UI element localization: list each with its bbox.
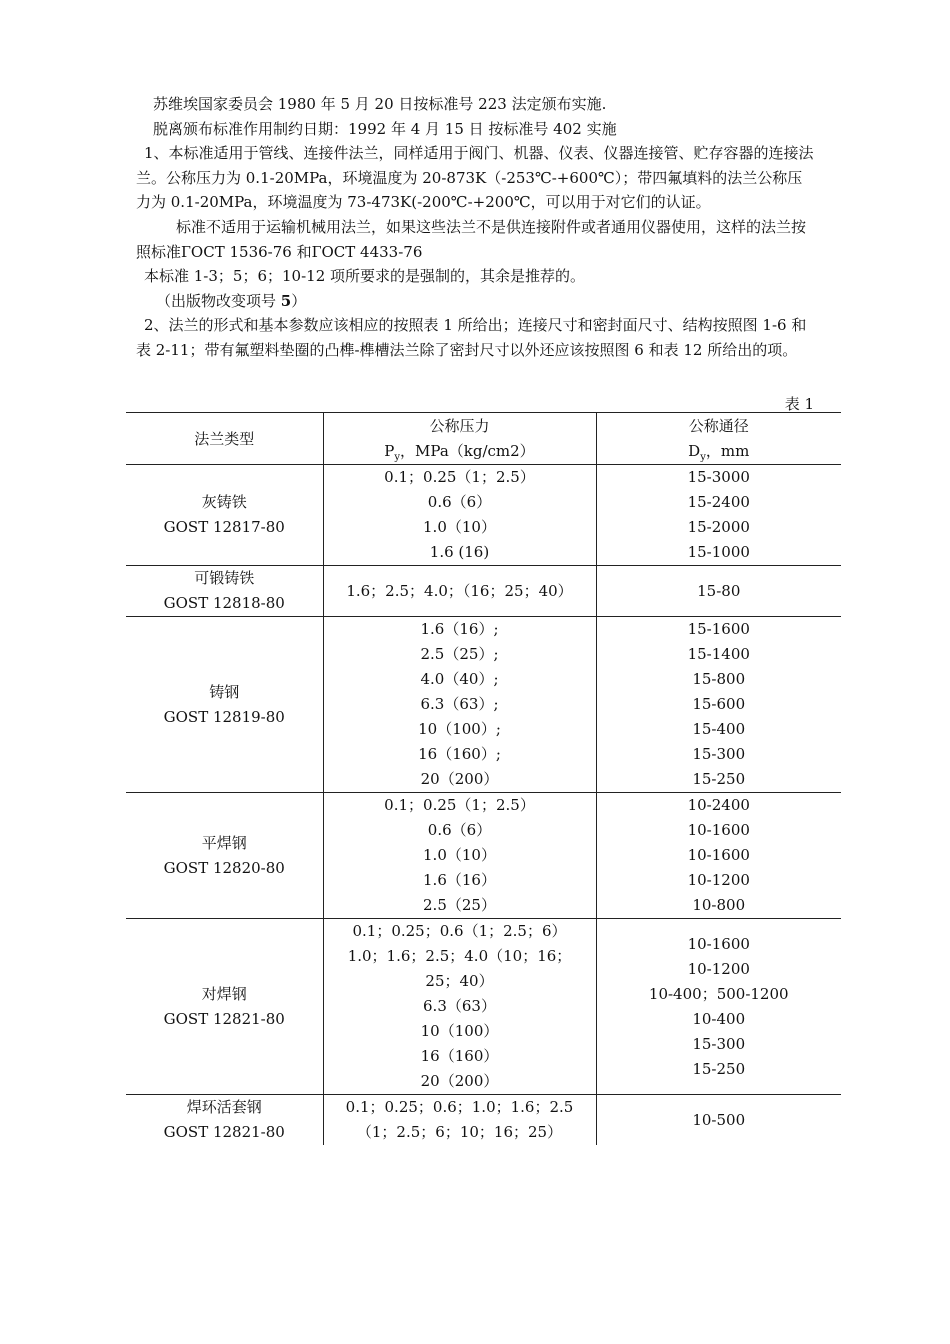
- pressure-value: 1.6；2.5；4.0；（16；25；40）: [346, 581, 573, 600]
- pressure-cell: [323, 465, 596, 566]
- intro-paragraph-6: [136, 289, 816, 314]
- diameter-value: 10-1200: [687, 871, 750, 889]
- flange-type-name: 灰铸铁: [201, 493, 247, 511]
- diameter-value: 15-250: [692, 770, 746, 788]
- header-diameter-unit: $D_y$，mm: [688, 441, 750, 463]
- header-flange-type: 法兰类型: [126, 413, 323, 465]
- flange-type-cell: [126, 465, 323, 566]
- diameter-value: 15-400: [692, 720, 746, 738]
- diameter-value: 15-250: [692, 1059, 746, 1078]
- diameter-value: 15-300: [692, 745, 746, 763]
- diameter-value: 15-600: [692, 695, 746, 713]
- pressure-cell: [323, 919, 596, 1095]
- diameter-value: 10-2400: [687, 796, 750, 814]
- flange-type-name: 可锻铸铁: [194, 569, 255, 587]
- diameter-cell: [596, 465, 841, 566]
- table-header-row: [126, 413, 841, 465]
- header-nominal-pressure: [323, 413, 596, 465]
- pressure-value: 1.0（10）: [423, 518, 496, 536]
- flange-type-cell: [126, 1095, 323, 1146]
- table-row: [126, 465, 841, 566]
- intro-paragraph-2: 脱离颁布标准作用制约日期：1992 年 4 月 15 日 按标准号 402 实施: [153, 119, 617, 138]
- pressure-value: 0.6（6）: [427, 821, 492, 839]
- diameter-value: 10-1600: [687, 846, 750, 864]
- intro-paragraph-4: 标准不适用于运输机械用法兰，如果这些法兰不是供连接附件或者通用仪器使用，这样的法兰按照标准ГОСТ 1536-76 和ГОСТ 4433-76: [136, 217, 807, 261]
- intro-text: [136, 92, 816, 363]
- gost-standard: GOST 12818-80: [163, 594, 285, 612]
- flange-type-cell: [126, 566, 323, 617]
- pressure-value: 6.3（63）;: [420, 695, 499, 713]
- pressure-value: 0.1；0.25；0.6；1.0；1.6；2.5: [345, 1098, 574, 1116]
- diameter-value: 10-800: [692, 896, 746, 914]
- diameter-value: 15-1400: [687, 645, 750, 663]
- diameter-cell: [596, 793, 841, 919]
- header-diameter-title: 公称通径: [688, 416, 749, 435]
- intro-paragraph-1: 苏维埃国家委员会 1980 年 5 月 20 日按标准号 223 法定颁布实施.: [153, 95, 607, 113]
- diameter-value: 10-500: [692, 1110, 746, 1129]
- diameter-value: 15-1000: [687, 543, 750, 561]
- intro-paragraph-5: 本标准 1-3；5；6；10-12 项所要求的是强制的，其余是推荐的。: [144, 267, 586, 286]
- flange-type-name: 对焊钢: [201, 984, 247, 1003]
- flange-table: [126, 412, 841, 1145]
- flange-type-cell: [126, 919, 323, 1095]
- pressure-cell: [323, 617, 596, 793]
- pressure-value: 1.0（10）: [423, 846, 496, 864]
- pressure-cell: [323, 1095, 596, 1146]
- pressure-value: 2.5（25）;: [420, 645, 499, 663]
- header-pressure-title: 公称压力: [429, 416, 490, 435]
- table-row: [126, 617, 841, 793]
- table-row: [126, 919, 841, 1095]
- diameter-value: 10-1200: [687, 959, 750, 978]
- diameter-value: 15-300: [692, 1034, 746, 1053]
- pressure-value: 20（200）: [420, 1072, 499, 1090]
- pressure-value: 1.0；1.6；2.5；4.0（10；16；25；40）: [347, 947, 572, 990]
- diameter-value: 15-1600: [687, 620, 750, 638]
- pressure-value: 1.6（16）: [423, 871, 496, 889]
- flange-type-name: 铸钢: [209, 682, 240, 701]
- diameter-cell: [596, 919, 841, 1095]
- pressure-value: 1.6（16）;: [420, 620, 499, 638]
- intro-paragraph-3: 1、本标准适用于管线、连接件法兰，同样适用于阀门、机器、仪表、仪器连接管、贮存容器的连接法兰。公称压力为 0.1-20MPa，环境温度为 20-873K（-253℃-+600℃）；带四氟填料的法兰公称压力为 0.1-20MPa，环境温度为 73-473K(-200℃-+200℃，可以用于对它们的认证。: [136, 144, 814, 212]
- table-row: [126, 1095, 841, 1146]
- gost-standard: GOST 12820-80: [163, 858, 285, 877]
- pressure-value: 20（200）: [420, 770, 499, 788]
- flange-type-cell: [126, 617, 323, 793]
- table-body: [126, 465, 841, 1146]
- diameter-value: 10-1600: [687, 934, 750, 953]
- table-row: [126, 566, 841, 617]
- pressure-value: 0.1；0.25（1；2.5）: [384, 468, 535, 486]
- diameter-value: 15-800: [692, 670, 746, 688]
- pressure-cell: [323, 566, 596, 617]
- header-pressure-unit: $P_y$，MPa（kg/cm2）: [384, 441, 535, 463]
- pressure-value: 16（160）;: [418, 745, 501, 763]
- amendment-prefix: （出版物改变项号: [156, 291, 281, 310]
- pressure-value: 0.6（6）: [427, 493, 492, 511]
- intro-paragraph-7: 2、法兰的形式和基本参数应该相应的按照表 1 所给出；连接尺寸和密封面尺寸、结构按照图 1-6 和表 2-11；带有氟塑料垫圈的凸榫-榫槽法兰除了密封尺寸以外还应该按照图 6 和表 12 所给出的项。: [136, 316, 807, 359]
- diameter-value: 15-3000: [687, 468, 750, 486]
- pressure-value: 6.3（63）: [423, 997, 496, 1015]
- pressure-value: 0.1；0.25；0.6（1；2.5；6）: [352, 922, 567, 940]
- pressure-value: 10（100）: [420, 1022, 499, 1040]
- pressure-value: 0.1；0.25（1；2.5）: [384, 796, 535, 814]
- flange-type-name: 焊环活套钢: [186, 1098, 262, 1116]
- diameter-value: 15-2400: [687, 493, 750, 511]
- gost-standard: GOST 12821-80: [163, 1009, 285, 1028]
- diameter-value: 10-400；500-1200: [648, 984, 789, 1003]
- pressure-value: 1.6 (16): [429, 543, 490, 561]
- gost-standard: GOST 12821-80: [163, 1123, 285, 1141]
- pressure-value: 16（160）: [420, 1047, 499, 1065]
- diameter-value: 10-1600: [687, 821, 750, 839]
- pressure-value: （1；2.5；6；10；16；25）: [356, 1123, 563, 1141]
- diameter-value: 10-400: [692, 1009, 746, 1028]
- header-nominal-diameter: [596, 413, 841, 465]
- diameter-cell: [596, 617, 841, 793]
- table-caption: 表 1: [784, 395, 814, 413]
- pressure-value: 2.5（25）: [423, 896, 496, 914]
- pressure-value: 4.0（40）;: [420, 670, 499, 688]
- amendment-suffix: ）: [291, 291, 307, 310]
- diameter-value: 15-2000: [687, 518, 750, 536]
- flange-type-name: 平焊钢: [201, 833, 247, 852]
- pressure-cell: [323, 793, 596, 919]
- pressure-value: 10（100）;: [418, 720, 501, 738]
- diameter-cell: [596, 1095, 841, 1146]
- table-row: [126, 793, 841, 919]
- gost-standard: GOST 12817-80: [163, 518, 285, 536]
- diameter-value: 15-80: [697, 581, 741, 600]
- amendment-number: 5: [280, 291, 292, 310]
- flange-type-cell: [126, 793, 323, 919]
- gost-standard: GOST 12819-80: [163, 707, 285, 726]
- diameter-cell: [596, 566, 841, 617]
